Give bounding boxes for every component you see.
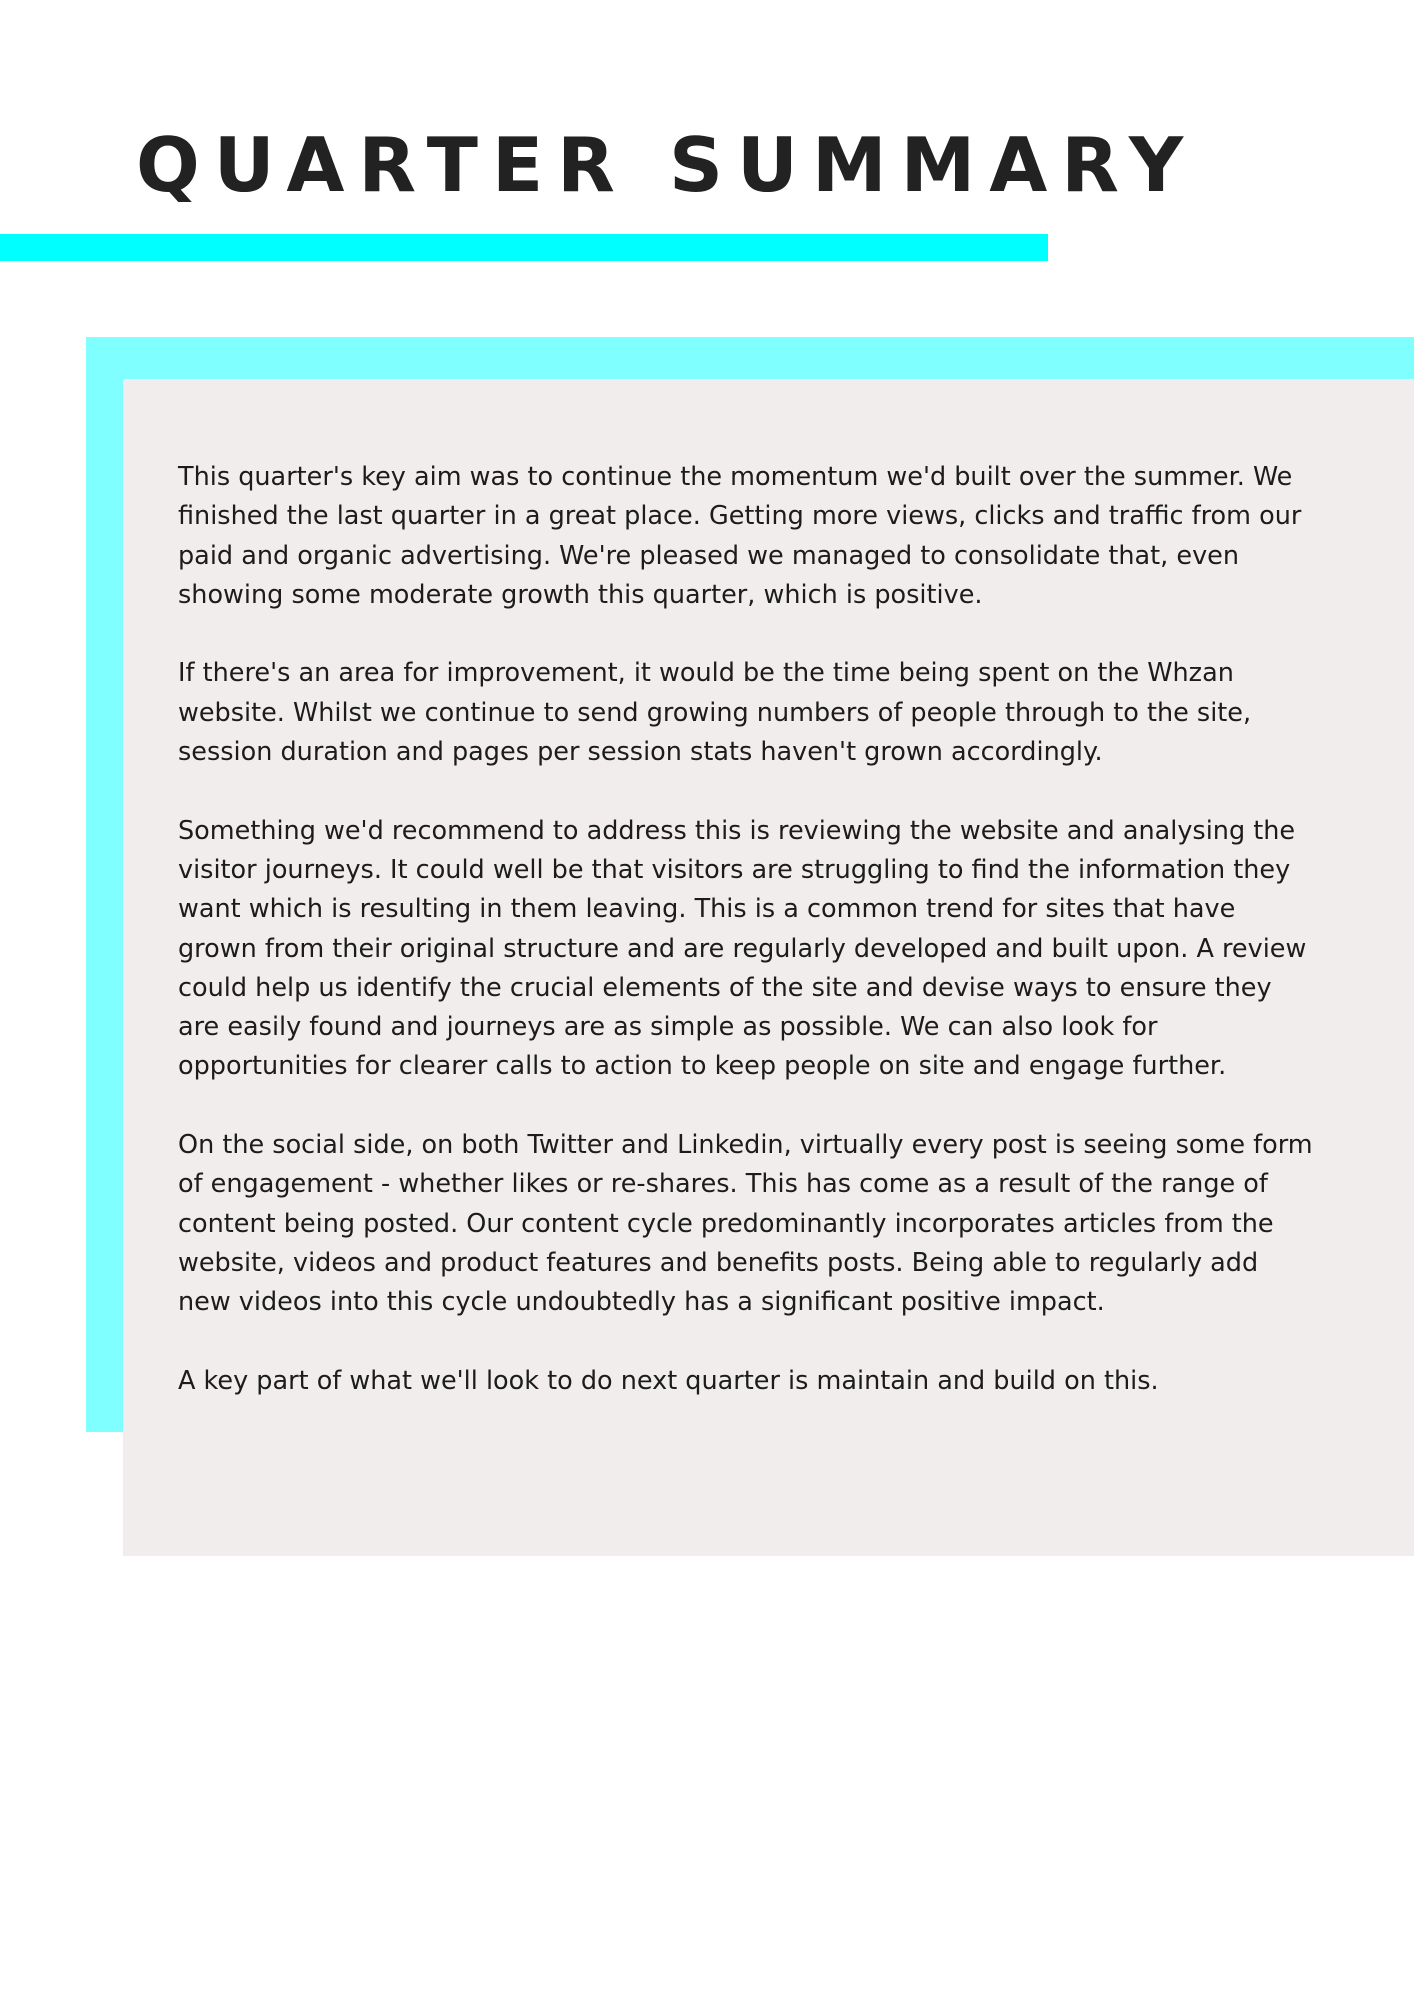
title-underline [0,234,1048,261]
summary-paragraph-5: A key part of what we'll look to do next quarter is maintain and build on this. [178,1365,1159,1396]
summary-body [178,458,1318,1440]
summary-paragraph-2: If there's an area for improvement, it would be the time being spent on the Whzan website. Whilst we continue to send growing numbers of people through to the site, session duration and pages per session stats haven't grown accordingly. [178,658,1252,768]
summary-paragraph-1: This quarter's key aim was to continue the momentum we'd built over the summer. We finished the last quarter in a great place. Getting more views, clicks and traffic from our paid and organic advertising. We're pleased we managed to consolidate that, even showing some moderate growth this quarter, which is positive. [178,462,1302,610]
page-title: QUARTER SUMMARY [136,121,1198,209]
summary-paragraph-3: Something we'd recommend to address this is reviewing the website and analysing the visitor journeys. It could well be that visitors are struggling to find the information they want which is resulting in them leaving. This is a common trend for sites that have grown from their original structure and are regularly developed and built upon. A review could help us identify the crucial elements of the site and devise ways to ensure they are easily found and journeys are as simple as possible. We can also look for opportunities for clearer calls to action to keep people on site and engage further. [178,815,1307,1082]
summary-paragraph-4: On the social side, on both Twitter and Linkedin, virtually every post is seeing some form of engagement - whether likes or re-shares. This has come as a result of the range of content being posted. Our content cycle predominantly incorporates articles from the website, videos and product features and benefits posts. Being able to regularly add new videos into this cycle undoubtedly has a significant positive impact. [178,1130,1313,1318]
